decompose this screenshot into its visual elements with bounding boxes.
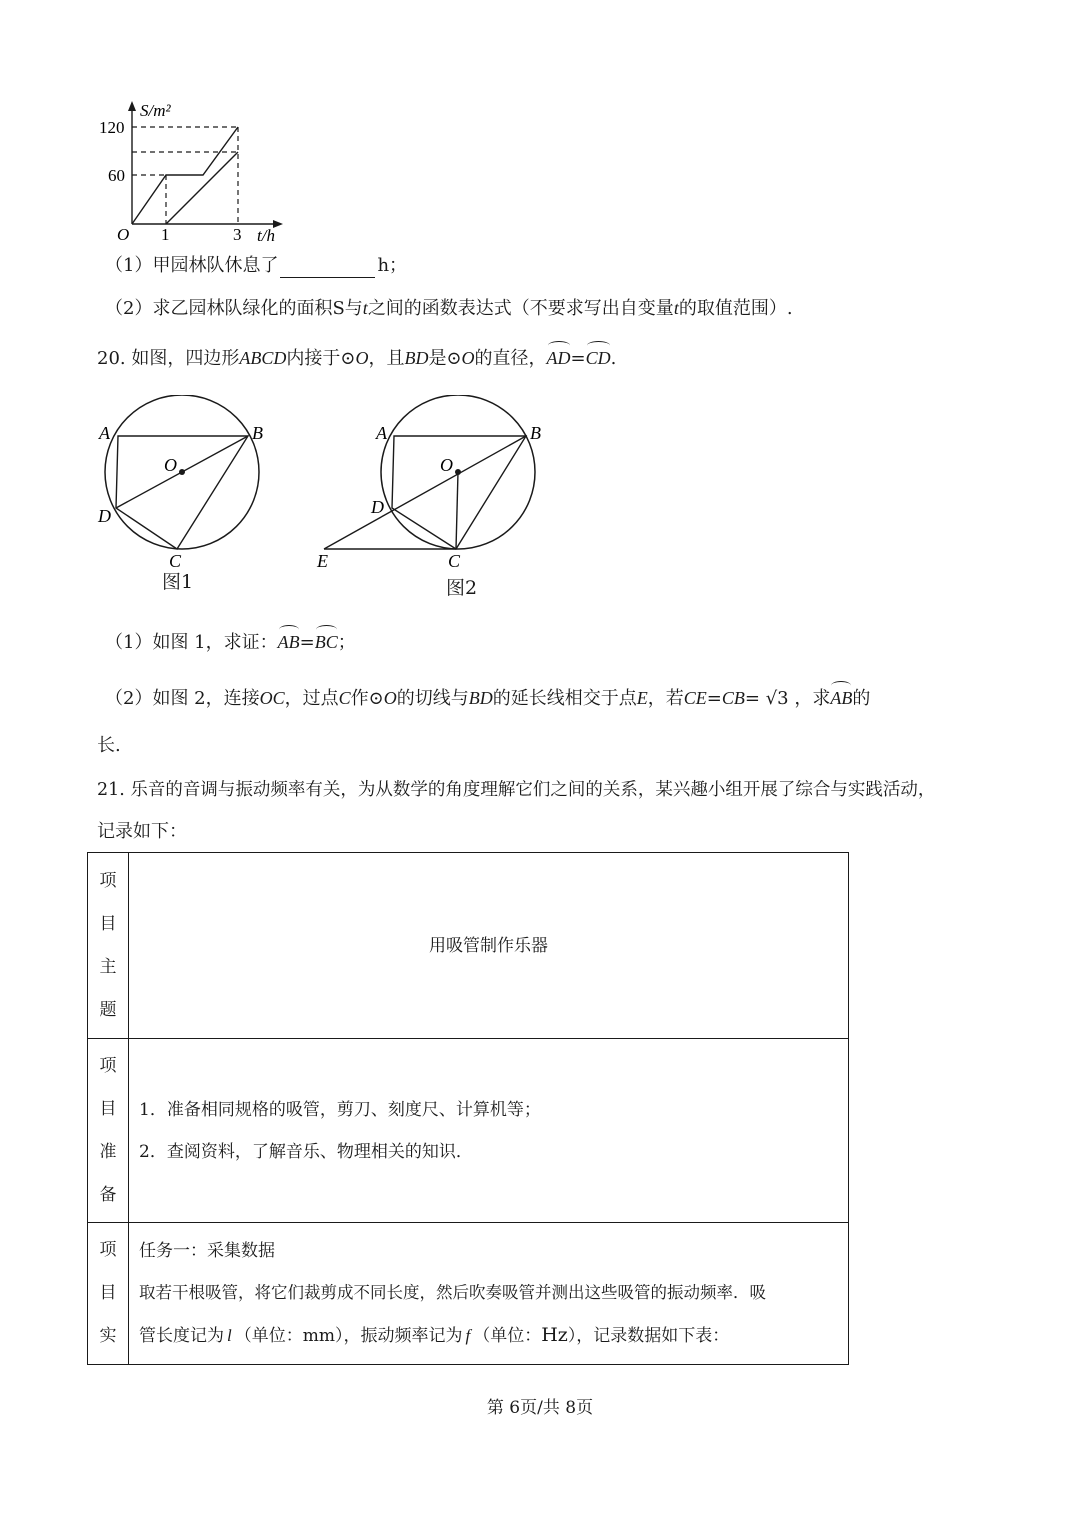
page-footer: 第 6页/共 8页: [486, 1398, 594, 1418]
fig2-label-d: D: [371, 497, 384, 517]
x-axis-label: t/h: [257, 226, 275, 245]
y-tick-120: 120: [99, 118, 125, 137]
project-implementation: 任务一：采集数据 取若干根吸管，将它们裁剪成不同长度，然后吹奏吸管并测出这些吸管的振动频率．吸 管长度记为 l （单位：mm），振动频率记为 f （单位：Hz），记录数据如下表：: [129, 1223, 849, 1365]
y-axis-label: S/m²: [140, 101, 171, 120]
table-row: [88, 1039, 849, 1223]
fig1-label-d: D: [98, 506, 111, 526]
project-preparation: 1．准备相同规格的吸管，剪刀、刻度尺、计算机等； 2．查阅资料，了解音乐、物理相关的知识．: [129, 1039, 849, 1223]
q21-stem-line1: 21. 乐音的音调与振动频率有关，为从数学的角度理解它们之间的关系，某兴趣小组开展了综合与实践活动，: [97, 780, 936, 800]
fig2-label-b: B: [530, 423, 541, 443]
project-topic: 用吸管制作乐器: [129, 853, 849, 1039]
row-label: 项 目 准 备: [88, 1039, 129, 1223]
fig2-caption: 图2: [446, 577, 478, 599]
row-label: 项 目 主 题: [88, 853, 129, 1039]
fig2-label-e: E: [317, 551, 328, 571]
area-time-graph: [95, 98, 295, 248]
q20-part1: （1）如图 1，求证：AB=BC；: [105, 632, 356, 653]
fig1-caption: 图1: [162, 571, 194, 593]
table-row: [88, 853, 849, 1039]
fig1-label-b: B: [252, 423, 263, 443]
table-row: [88, 1223, 849, 1365]
project-record-table: [87, 852, 849, 1365]
fig2-label-a: A: [376, 423, 387, 443]
answer-blank: [280, 259, 375, 278]
q20-part2-cont: 长.: [97, 735, 121, 756]
origin-label: O: [117, 225, 130, 244]
row-label: 项 目 实: [88, 1223, 129, 1365]
q19-part1: （1）甲园林队休息了 h；: [105, 255, 408, 276]
fig1-label-c: C: [169, 551, 182, 571]
x-tick-3: 3: [233, 225, 242, 244]
fig2-label-c: C: [448, 551, 461, 571]
y-tick-60: 60: [108, 166, 125, 185]
figure-2: [312, 395, 552, 600]
q21-stem-line2: 记录如下：: [97, 821, 187, 842]
q19-part2: （2）求乙园林队绿化的面积S与t之间的函数表达式（不要求写出自变量t的取值范围）.: [105, 298, 793, 319]
fig1-label-o: O: [164, 455, 177, 475]
fig2-label-o: O: [440, 455, 453, 475]
q20-stem: 20. 如图，四边形ABCD内接于⊙O，且BD是⊙O的直径，AD=CD.: [97, 348, 617, 369]
fig1-label-a: A: [99, 423, 110, 443]
q20-part2: （2）如图 2，连接OC，过点C作⊙O的切线与BD的延长线相交于点E，若CE=CB= √3 ，求AB的: [105, 688, 871, 709]
x-tick-1: 1: [161, 225, 170, 244]
